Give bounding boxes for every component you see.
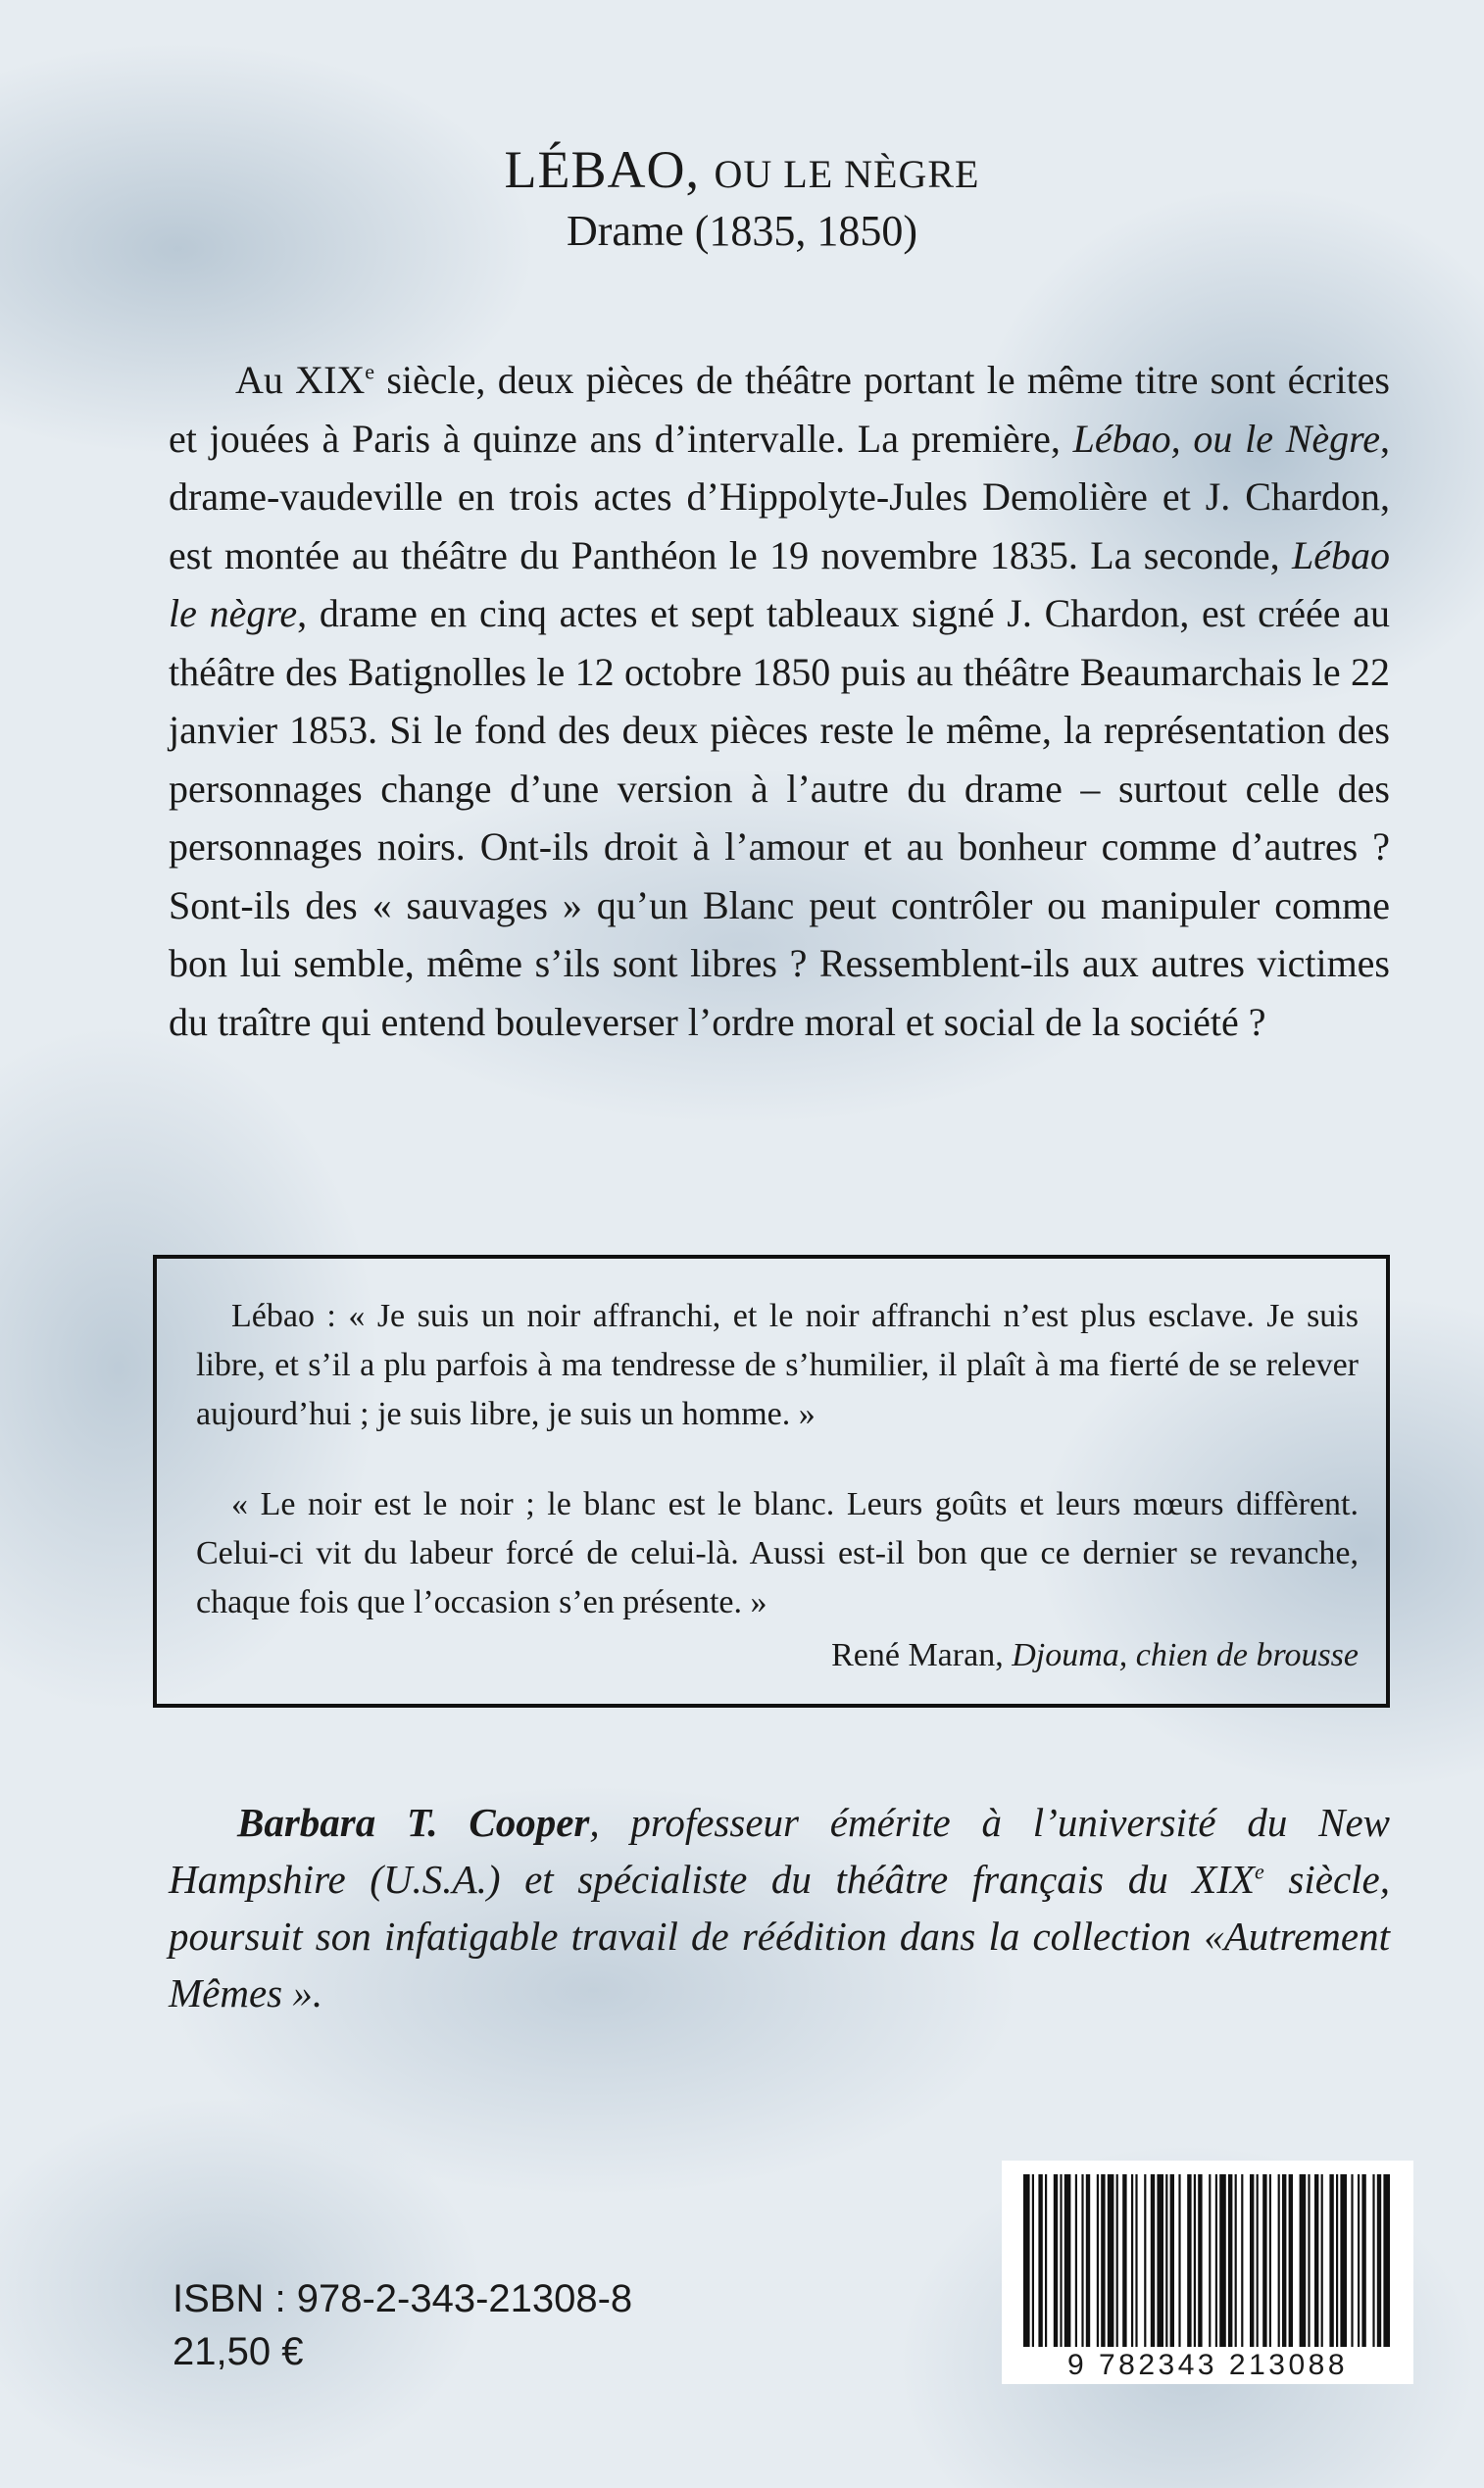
barcode-bar bbox=[1122, 2174, 1126, 2347]
barcode-bar bbox=[1372, 2174, 1374, 2347]
book-title bbox=[0, 139, 1484, 200]
barcode-bar bbox=[1086, 2174, 1090, 2347]
barcode-bar bbox=[1215, 2174, 1217, 2347]
barcode-bar bbox=[1135, 2174, 1137, 2347]
barcode-bar bbox=[1081, 2174, 1083, 2347]
barcode-bar bbox=[1165, 2174, 1167, 2347]
barcode-digits: 9 782343 213088 bbox=[1066, 2349, 1349, 2381]
barcode-bar bbox=[1060, 2174, 1062, 2347]
barcode-bar bbox=[1250, 2174, 1254, 2347]
barcode-bar bbox=[1075, 2174, 1077, 2347]
quote-box bbox=[153, 1255, 1390, 1708]
quote-attribution bbox=[196, 1631, 1359, 1680]
quote-maran: « Le noir est le noir ; le blanc est le blanc. Leurs goûts et leurs mœurs diffèrent. Celui-ci vit du labeur forcé de celui-là. Aussi est-il bon que ce dernier se revanche, chaque fois que l’occasion s’en présente. » bbox=[196, 1486, 1359, 1620]
desc-part: , drame en cinq actes et sept tableaux signé J. Chardon, est créée au théâtre des Batignolles le 12 octobre 1850 puis au théâtre Beaumarchais le 22 janvier 1853. Si le fond des deux pièces reste le même, la représentation des personnages change d’une version à l’autre du drame – surtout celle des personnages noirs. Ont-ils droit à l’amour et au bonheur comme d’autres ? Sont-ils des « sauvages » qu’un Blanc peut contrôler ou manipuler comme bon lui semble, même s’ils sont libres ? Ressemblent-ils aux autres victimes du traître qui entend bouleverser l’ordre moral et social de la société ? bbox=[169, 591, 1390, 1044]
title-small-caps: OU LE NÈGRE bbox=[714, 152, 980, 196]
author-name: Barbara T. Cooper bbox=[237, 1800, 590, 1845]
desc-title-1835: Lébao, ou le Nègre bbox=[1072, 416, 1380, 461]
desc-part: , drame-vaudeville en trois actes d’Hippolyte-Jules Demolière et J. Chardon, est montée au théâtre du Panthéon le 19 novembre 1835. La seconde, bbox=[169, 416, 1390, 577]
barcode-bar bbox=[1340, 2174, 1347, 2347]
barcode-bar bbox=[1209, 2174, 1211, 2347]
barcode-bar bbox=[1178, 2174, 1180, 2347]
barcode-bar bbox=[1336, 2174, 1338, 2347]
barcode-bar bbox=[1054, 2174, 1058, 2347]
barcode-bar bbox=[1282, 2174, 1286, 2347]
author-bio-text: siècle, poursuit son infatigable travail de réédition dans la collection «Autrement Mêmes ». bbox=[169, 1857, 1390, 2015]
isbn-number: ISBN : 978-2-343-21308-8 bbox=[173, 2277, 633, 2320]
attribution-author: René Maran, bbox=[831, 1637, 1013, 1673]
isbn-block bbox=[173, 2272, 632, 2378]
barcode-bar bbox=[1314, 2174, 1318, 2347]
barcode bbox=[1002, 2161, 1413, 2384]
barcode-bar bbox=[1308, 2174, 1310, 2347]
barcode-bar bbox=[1151, 2174, 1155, 2347]
price: 21,50 € bbox=[173, 2330, 304, 2373]
title-main: LÉBAO, bbox=[504, 140, 715, 199]
barcode-bar bbox=[1064, 2174, 1071, 2347]
barcode-bar bbox=[1157, 2174, 1163, 2347]
barcode-bar bbox=[1377, 2174, 1381, 2347]
barcode-bar bbox=[1101, 2174, 1105, 2347]
barcode-bar bbox=[1170, 2174, 1174, 2347]
barcode-bar bbox=[1358, 2174, 1360, 2347]
barcode-bar bbox=[1329, 2174, 1333, 2347]
barcode-bar bbox=[1321, 2174, 1323, 2347]
barcode-bar bbox=[1241, 2174, 1243, 2347]
barcode-bar bbox=[1383, 2174, 1390, 2347]
barcode-bar bbox=[1300, 2174, 1307, 2347]
barcode-bar bbox=[1235, 2174, 1237, 2347]
quote-lebao: Lébao : « Je suis un noir affranchi, et le noir affranchi n’est plus esclave. Je suis libre, et s’il a plu parfois à ma tendresse de s’humilier, il plaît à ma fierté de se relever aujourd’hui ; je suis libre, je suis un homme. » bbox=[196, 1298, 1359, 1432]
barcode-bar bbox=[1108, 2174, 1114, 2347]
barcode-bar bbox=[1278, 2174, 1280, 2347]
barcode-bar bbox=[1045, 2174, 1047, 2347]
barcode-bars bbox=[1023, 2174, 1392, 2347]
author-bio-text: , professeur émérite à l’université du New Hampshire (U.S.A.) et spécialiste du théâtre français du XIX bbox=[169, 1800, 1390, 1902]
barcode-bar bbox=[1097, 2174, 1099, 2347]
desc-superscript: e bbox=[365, 359, 375, 384]
barcode-bar bbox=[1038, 2174, 1042, 2347]
author-bio bbox=[169, 1794, 1390, 2021]
barcode-bar bbox=[1269, 2174, 1271, 2347]
desc-part: siècle, deux pièces de théâtre portant le même titre sont écrites et jouées à Paris à quinze ans d’intervalle. La première, bbox=[169, 358, 1390, 461]
barcode-bar bbox=[1194, 2174, 1196, 2347]
barcode-bar bbox=[1023, 2174, 1030, 2347]
author-bio-superscript: e bbox=[1255, 1859, 1264, 1884]
barcode-bar bbox=[1187, 2174, 1191, 2347]
barcode-bar bbox=[1289, 2174, 1293, 2347]
barcode-bar bbox=[1361, 2174, 1365, 2347]
description-paragraph bbox=[169, 351, 1390, 1051]
attribution-work: Djouma, chien de brousse bbox=[1012, 1637, 1359, 1673]
desc-title-1850: Lébao le nègre bbox=[169, 532, 1390, 635]
barcode-bar bbox=[1198, 2174, 1202, 2347]
barcode-bar bbox=[1257, 2174, 1259, 2347]
book-subtitle: Drame (1835, 1850) bbox=[566, 207, 917, 255]
barcode-bar bbox=[1219, 2174, 1226, 2347]
barcode-bar bbox=[1032, 2174, 1034, 2347]
barcode-bar bbox=[1144, 2174, 1146, 2347]
barcode-bar bbox=[1262, 2174, 1266, 2347]
desc-part: Au XIX bbox=[235, 358, 366, 402]
barcode-bar bbox=[1351, 2174, 1353, 2347]
barcode-bar bbox=[1116, 2174, 1118, 2347]
barcode-bar bbox=[1228, 2174, 1232, 2347]
barcode-bar bbox=[1131, 2174, 1133, 2347]
